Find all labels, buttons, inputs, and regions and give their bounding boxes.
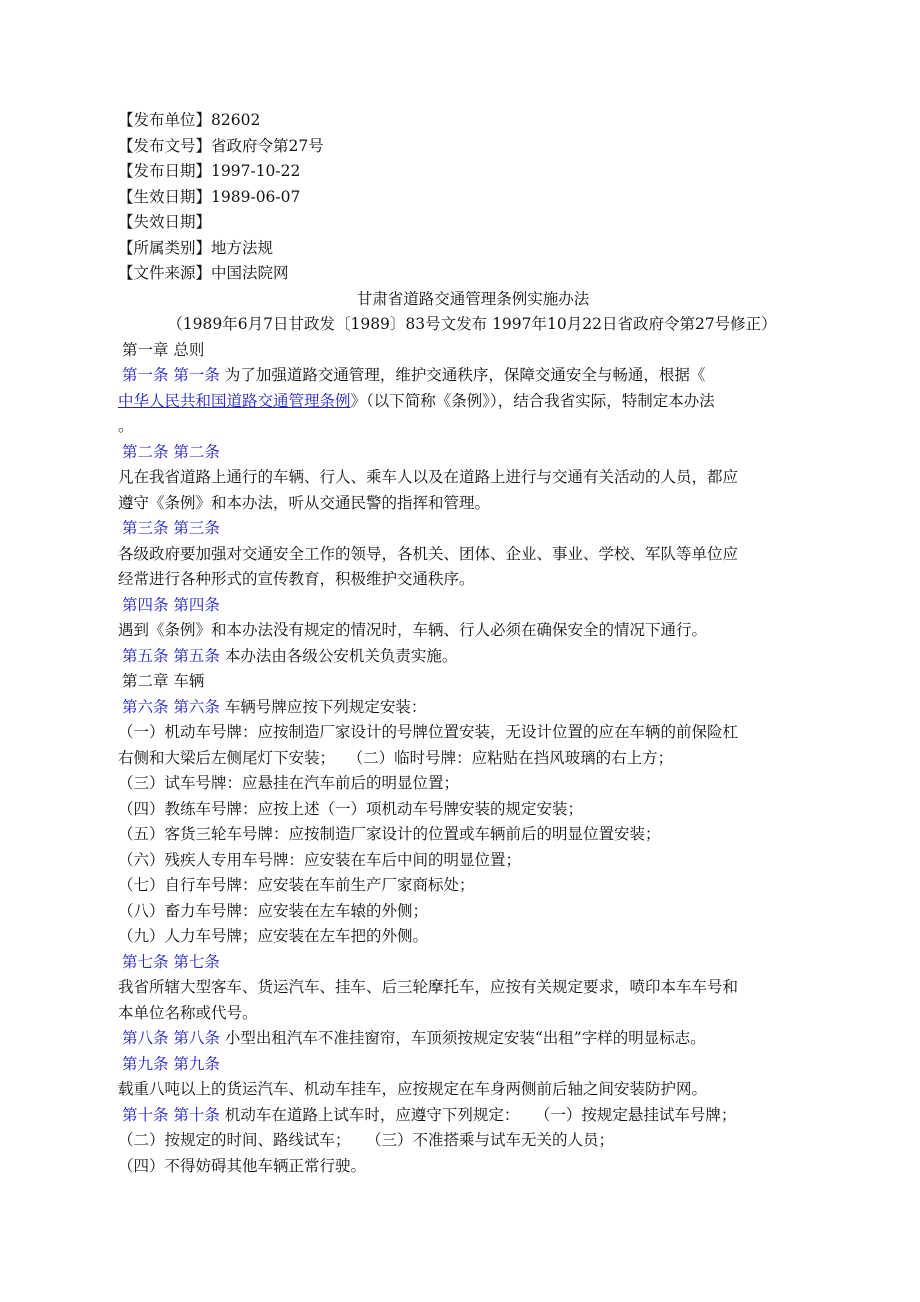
regulation-link[interactable]: 中华人民共和国道路交通管理条例 [118,391,351,410]
article-1-heading: 第一条 第一条 [122,366,220,384]
meta-expiry-date: 【失效日期】 [118,213,212,231]
article-3-line: 经常进行各种形式的宣传教育，积极维护交通秩序。 [118,570,475,588]
meta-effective-date: 【生效日期】1989-06-07 [118,187,301,206]
meta-doc-number: 【发布文号】省政府令第27号 [118,136,324,155]
list-item: （八）畜力车号牌：应安装在左车辕的外侧； [118,901,429,920]
article-6: 第六条 第六条 车辆号牌应按下列规定安装： [122,697,427,716]
document-title: 甘肃省道路交通管理条例实施办法 [356,289,590,308]
article-7-line: 本单位名称或代号。 [118,1003,258,1022]
article-3-heading: 第三条 第三条 [122,519,220,537]
article-9-heading: 第九条 第九条 [122,1054,220,1073]
list-item: （九）人力车号牌；应安装在左车把的外侧。 [118,927,429,945]
article-2-line: 凡在我省道路上通行的车辆、行人、乘车人以及在道路上进行与交通有关活动的人员，都应 [118,468,739,486]
meta-issuer: 【发布单位】82602 [118,111,261,129]
list-item: （一）机动车号牌：应按制造厂家设计的号牌位置安装，无设计位置的应在车辆的前保险杠 [118,723,739,741]
list-item: （二）按规定的时间、路线试车； （三）不准搭乘与试车无关的人员； [118,1131,615,1149]
article-9-line: 载重八吨以上的货运汽车、机动车挂车，应按规定在车身两侧前后轴之间安装防护网。 [118,1080,708,1098]
article-2-heading: 第二条 第二条 [122,442,220,461]
article-6-heading: 第六条 第六条 [122,697,220,716]
article-4-heading: 第四条 第四条 [122,595,220,614]
chapter-heading: 第二章 车辆 [122,672,205,690]
article-8-heading: 第八条 第八条 [122,1029,220,1047]
meta-source: 【文件来源】中国法院网 [118,264,289,282]
article-10: 第十条 第十条 机动车在道路上试车时，应遵守下列规定： （一）按规定悬挂试车号牌； [122,1105,737,1124]
article-10-heading: 第十条 第十条 [122,1105,220,1124]
article-1-cont: 中华人民共和国道路交通管理条例》（以下简称《条例》），结合我省实际，特制定本办法 [118,391,715,410]
article-2-line: 遵守《条例》和本办法，听从交通民警的指挥和管理。 [118,493,491,512]
list-item: （五）客货三轮车号牌：应按制造厂家设计的位置或车辆前后的明显位置安装； [118,825,661,843]
list-item: （七）自行车号牌：应安装在车前生产厂家商标处； [118,876,475,894]
article-3-line: 各级政府要加强对交通安全工作的领导，各机关、团体、企业、事业、学校、军队等单位应 [118,544,739,563]
document-subtitle: （1989年6月7日甘政发〔1989〕83号文发布 1997年10月22日省政府令第27号修正） [167,315,777,333]
meta-issue-date: 【发布日期】1997-10-22 [118,162,301,180]
list-item: （六）残疾人专用车号牌：应安装在车后中间的明显位置； [118,850,522,869]
article-4-line: 遇到《条例》和本办法没有规定的情况时，车辆、行人必须在确保安全的情况下通行。 [118,621,708,639]
chapter-heading: 第一章 总则 [122,340,205,359]
article-7-line: 我省所辖大型客车、货运汽车、挂车、后三轮摩托车，应按有关规定要求，喷印本车车号和 [118,978,739,996]
list-item: （三）试车号牌：应悬挂在汽车前后的明显位置； [118,774,460,792]
article-1: 第一条 第一条 为了加强道路交通管理，维护交通秩序，保障交通安全与畅通，根据《 [122,366,706,384]
document-page [118,108,808,1179]
list-item: 右侧和大梁后左侧尾灯下安装； （二）临时号牌：应粘贴在挡风玻璃的右上方； [118,748,674,767]
article-5: 第五条 第五条 本办法由各级公安机关负责实施。 [122,646,458,665]
article-1-tail: 。 [118,417,134,435]
meta-category: 【所属类别】地方法规 [118,238,274,257]
list-item: （四）不得妨碍其他车辆正常行驶。 [118,1156,367,1175]
article-5-heading: 第五条 第五条 [122,646,220,665]
list-item: （四）教练车号牌：应按上述（一）项机动车号牌安装的规定安装； [118,799,584,818]
article-7-heading: 第七条 第七条 [122,952,220,971]
article-8: 第八条 第八条 小型出租汽车不准挂窗帘，车顶须按规定安装“出租”字样的明显标志。 [122,1029,706,1047]
